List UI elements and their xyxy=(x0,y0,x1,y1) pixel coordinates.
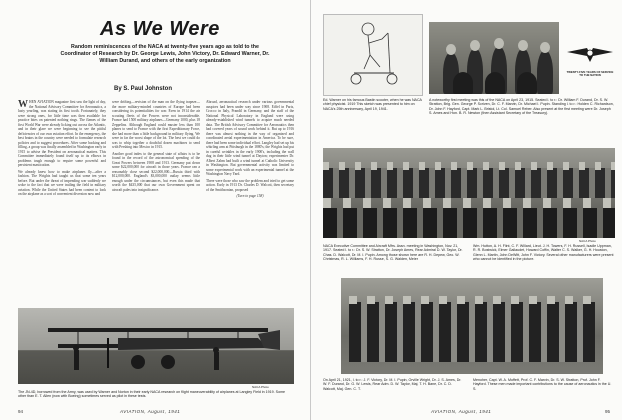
april-1921-photo xyxy=(341,278,603,374)
biplane-photo xyxy=(18,308,294,384)
naca-anniversary-emblem xyxy=(565,42,615,82)
article-title: As We Were xyxy=(100,18,220,40)
first-meeting-caption: A noteworthy first meeting was this of the NACA on April 23, 1915. Seated l. to r.: Dr. William F. Durand, Dr. S. W. Stratton, Brig. Gen. George P. Scriven, Dr. C. F. Marvin, Dr. Michael I. Pupin. Standing l. to r.: Holden C. Richardson, Dr. John F. Hayford, Capt. Mark L. Bristol, Lt. Col. Samuel Reber. Also present at the first meeting were Dr. Joseph S. Ames and Hon. B. R. Newton (then Assistant Secretary of the Treasury). xyxy=(429,98,614,116)
biplane-illustration xyxy=(18,308,294,384)
first-meeting-photo xyxy=(429,22,559,94)
text-column-1 xyxy=(18,100,106,306)
middle-caption-left: NACA Executive Committee and Aircraft Mfrs. Assn. meeting in Washington, Nov. 21, 1917. Seated l. to r.: Dr. S. W. Stratton, Dr. Joseph Ames, Rear Admiral D. W. Taylor, Dr. Chas. D. Walcott, Dr. M. I. Pupin. Among those shown here are R. H. Depew, Geo. W. Christmas, R. L. Williams, F. H. Russe, S. G. Walden, Meier xyxy=(323,244,463,262)
text-column-3 xyxy=(206,100,294,306)
scooter-sketch-illustration xyxy=(324,15,423,96)
col3-para-2: There were those who saw the problem and tried to get some action. Early in 1913 Dr. Charles D. Walcott, then secretary of the Smithsonian, proposed xyxy=(206,178,294,192)
col2-para-1: were drifting—revision of the man on the flying trapeze—the more military-minded countries of Europe had been considering its potentialities for war. Even in 1914 the air scouting fleets of the Powers were not inconsiderable. France had 1500 military airplanes—Germany 1000, plus 18 Zeppelins. Although England could muster less than 100 planes to send to France with the first Expeditionary Force, she had more than a little background in military flying. We were in far the worst shape of the lot. The best we could do was to whip together a doubtful dozen machines to send with Pershing into Mexico in 1915. xyxy=(112,100,200,149)
drop-cap: W xyxy=(18,100,28,110)
article-byline: By S. Paul Johnston xyxy=(114,86,173,92)
right-page xyxy=(311,0,622,420)
text-column-2 xyxy=(112,100,200,306)
middle-photo-credit: NACA Photo xyxy=(579,239,596,243)
sketch-caption: Ed. Warner on his famous Bastin scooter, when he was NACA chief physicist. 1919 This sketch was presented to him on NACA's 25th anniversary, April 19, 1941. xyxy=(323,98,422,111)
col1-para-2: We already knew how to make airplanes fly—after a fashion. The Wrights had taught us that some ten years before. But under the threat of impending war suddenly we woke to the fact that we were trailing the field in military aviation. While the United States had been content to look on the airplane as a sort of convenient diversion now and xyxy=(18,169,106,196)
page-number: 94 xyxy=(18,409,24,414)
col3-para-1: Abroad, aeronautical research under various governmental auspices had been under way since 1908. Eiffel in Paris, Crocco in Italy, Prandtl in Germany, and the staff of the National Physical Laboratory in England were using already-established wind tunnels to acquire much needed data. The British Advisory Committee for Aeronautics then had covered years of sound work behind it. But up to 1916 there was almost nothing in the way of organized and coordinated aerial experimentation in America. To be sure, there had been some individual effort. Langley had set up his whirling arm at Pittsburgh in the 1880's; the Wrights had put in careful wrinkles in the early 1900's, including the wall dug in their little wind tunnel at Dayton; experimenter Dr. Albert Zahm had built a wind tunnel at Catholic University in Washington. But governmental activity was limited to some experimental work with an experimental tunnel at the Washington Navy Yard. xyxy=(206,100,294,176)
emblem-text: TWENTY-FIVE YEARS OF SERVICE TO THE NATION xyxy=(566,70,614,78)
photo-credit: NACA Photo xyxy=(252,385,269,389)
middle-caption-right: Wm. Hutton, A. H. Flint, C. F. Willard, Lieut. J. H. Towers, F. H. Russell, Isadle Uppman, R. R. Bostwick, Elmer Gallaudet, Howard Coffin, Walter C. S. Walker, G. H. Houston, Glenn L. Martin, John DeWitt, John F. Victory. Several other manufacturers were present who cannot be identified in the picture. xyxy=(473,244,614,262)
page-number-right: 95 xyxy=(604,409,610,414)
article-deck: Random reminiscences of the NACA at twenty-five years ago as told to the Coordinator of Research by Dr. George Lewis, John Victory, Dr. Edward Warner, Dr. William Durand, and others of the early organization xyxy=(60,44,270,64)
bottom-caption-right: Menoher, Capt. W. A. Moffett, Prof. C. F. Marvin, Dr. S. W. Stratton, Prof. John F. Hayford. These men made important contributions to the cause of aeronautics in the U. S. xyxy=(473,378,612,391)
executive-committee-photo xyxy=(323,148,615,238)
continued-note: (Turn to page 158) xyxy=(236,194,264,198)
page-footer: AVIATION, August, 1941 xyxy=(120,409,181,414)
wings-emblem-icon xyxy=(565,42,615,66)
photo-caption: The JN-4D, borrowed from the Army, was used by Warner and Norton in their early NACA research on flight maneuverability of airplanes at Langley Field in 1919. Some other than E. T. Allen (now with Boeing) sometimes served as pilot in these tests. xyxy=(18,390,286,399)
page-footer-right: AVIATION, August, 1941 xyxy=(431,409,492,414)
col1-para-1: HEN AVIATION magazine first saw the light of day, the National Advisory Committee for Aeronautics, a lusty yearling, was stating its first tooth. Fortunately, they were strong ones, for little time was then available for practice bites on patented nothing rings. The flames of the first World War were already licking out across the Atlantic, and in their glare we were beginning to see the pitiful deficiencies of our own aviation effort. In the emergency, the best brains in the country were needed to formulate research policies and to suggest procedures. After some backing and filling, a group was finally assembled in Washington early in 1915 to advise the President on aeronautical matters. This Committee immediately found itself up to its elbows in problems tough enough to require some powerful and persistent mastication. xyxy=(18,100,106,167)
bottom-caption-left: On April 21, 1921, l. to r.: J. F. Victory, Dr. M. I. Pupin, Orville Wright, Dr. J. S. Ames, Dr. W. F. Durand, Dr. G. W. Lewis, Rear Adm. D. W. Taylor, Maj. T. H. Bane, Dr. C. D. Walcott, Maj. Gen. C. T. xyxy=(323,378,462,391)
warner-sketch xyxy=(323,14,423,96)
col2-para-2: Another good index to the general state of affairs is to be found in the record of the astronomical spending of the Great Powers between 1908 and 1913. Germany put down some $22,000,000 for aircraft in those years. France ran a reasonably close second $22,000,000—Russia third with $12,000,000. England's $3,000,000 outlay seems little enough under the circumstances, but even this made that worth the $435,000 that our own Government spent on aircraft pales into insignificance. xyxy=(112,151,200,192)
